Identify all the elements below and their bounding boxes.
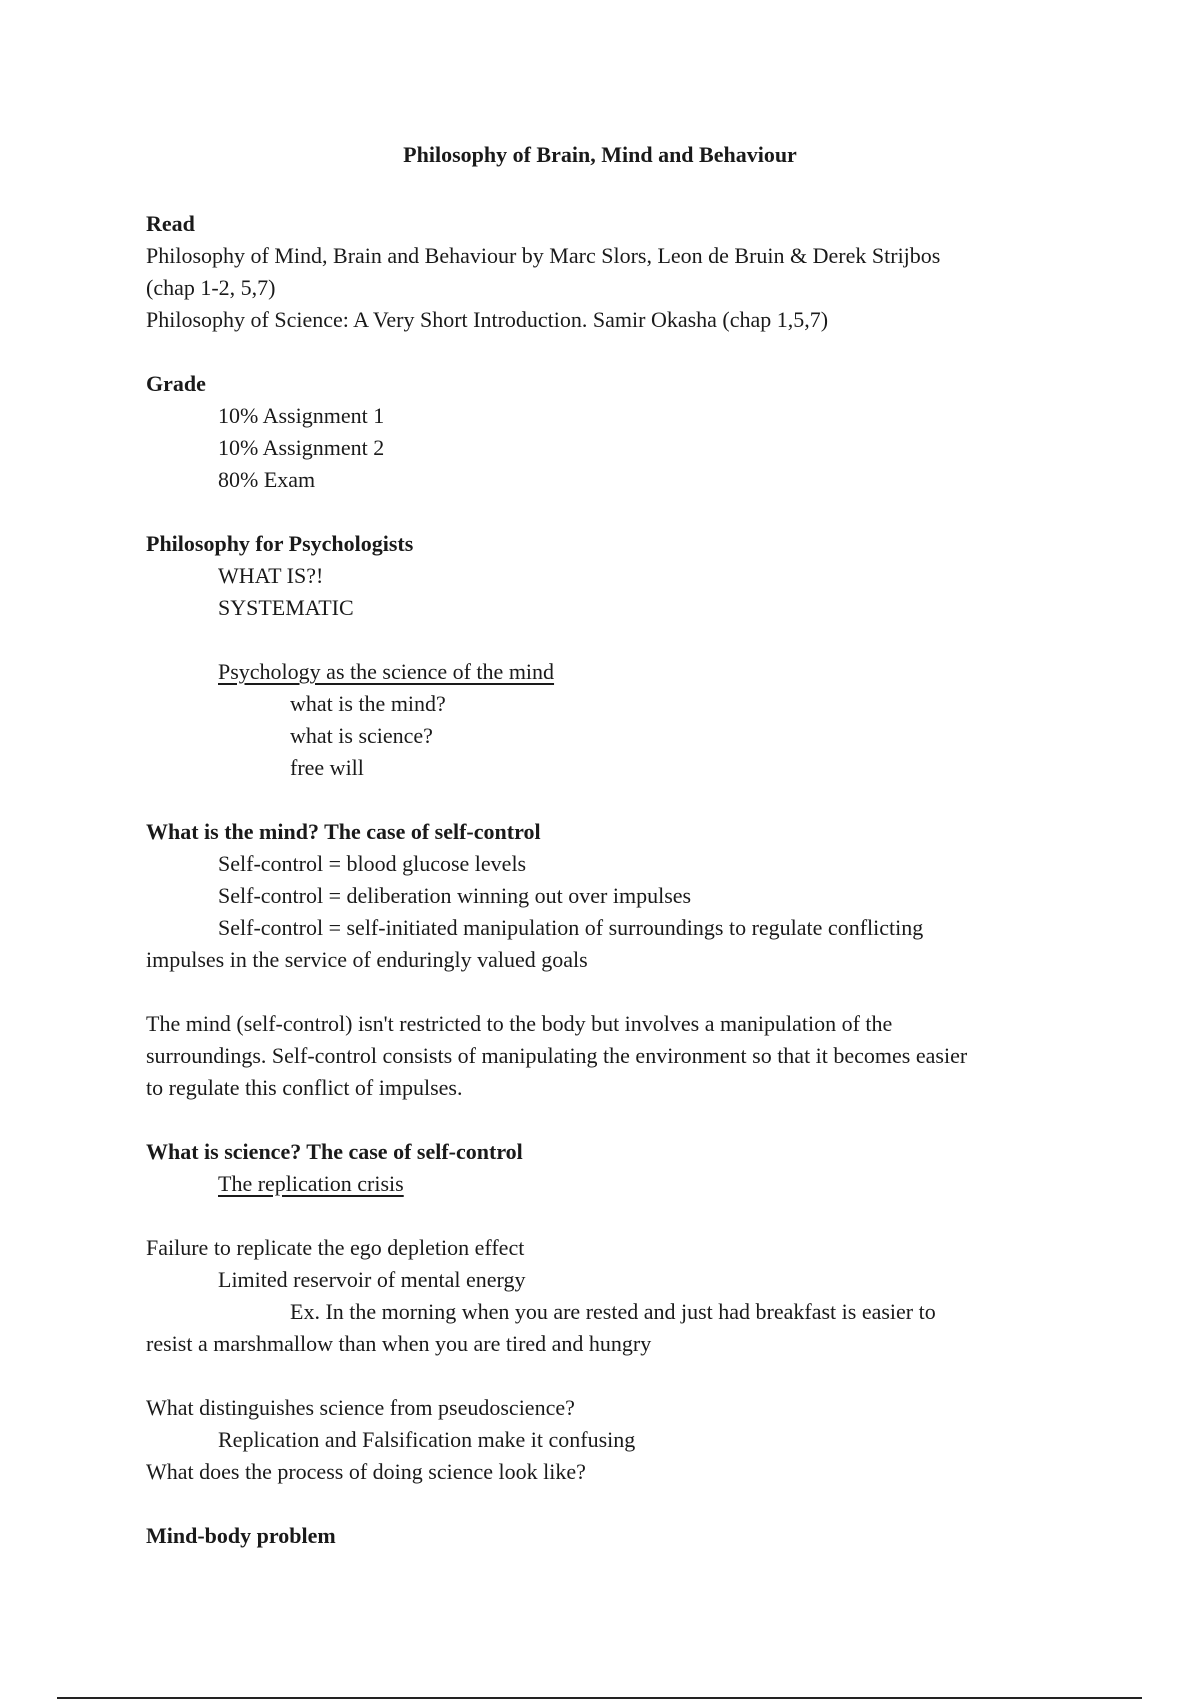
read-book1-line1: Philosophy of Mind, Brain and Behaviour by Marc Slors, Leon de Bruin & Derek Strijbos	[146, 243, 941, 268]
philosophy-psychologists-item: SYSTEMATIC	[218, 595, 354, 620]
marshmallow-example-line2: resist a marshmallow than when you are tired and hungry	[146, 1331, 652, 1356]
document-body	[146, 208, 1066, 1552]
science-pseudoscience-question: What distinguishes science from pseudoscience?	[146, 1395, 575, 1420]
grade-item: 80% Exam	[218, 467, 316, 492]
grade-item: 10% Assignment 1	[218, 403, 385, 428]
self-control-definition: Self-control = deliberation winning out over impulses	[218, 883, 692, 908]
replication-crisis-subheading: The replication crisis	[218, 1171, 404, 1196]
mind-body-heading: Mind-body problem	[146, 1523, 336, 1548]
science-self-control-heading: What is science? The case of self-control	[146, 1139, 523, 1164]
self-control-definition: Self-control = blood glucose levels	[218, 851, 527, 876]
mind-paragraph-line: surroundings. Self-control consists of manipulating the environment so that it becomes easier	[146, 1043, 968, 1068]
psychology-science-subitem: what is the mind?	[290, 691, 446, 716]
grade-item: 10% Assignment 2	[218, 435, 385, 460]
marshmallow-example-line1: Ex. In the morning when you are rested and just had breakfast is easier to	[290, 1299, 936, 1324]
footer-divider	[57, 1697, 1142, 1699]
self-control-definition-continuation: impulses in the service of enduringly valued goals	[146, 947, 588, 972]
read-book1-line2: (chap 1-2, 5,7)	[146, 275, 276, 300]
philosophy-psychologists-heading: Philosophy for Psychologists	[146, 531, 414, 556]
ego-depletion-failure: Failure to replicate the ego depletion effect	[146, 1235, 525, 1260]
document-title: Philosophy of Brain, Mind and Behaviour	[403, 142, 797, 167]
mind-paragraph-line: The mind (self-control) isn't restricted to the body but involves a manipulation of the	[146, 1011, 893, 1036]
psychology-science-subheading: Psychology as the science of the mind	[218, 659, 555, 684]
science-process-question: What does the process of doing science look like?	[146, 1459, 586, 1484]
psychology-science-subitem: what is science?	[290, 723, 433, 748]
read-book2: Philosophy of Science: A Very Short Introduction. Samir Okasha (chap 1,5,7)	[146, 307, 829, 332]
replication-falsification-answer: Replication and Falsification make it confusing	[218, 1427, 636, 1452]
mind-self-control-heading: What is the mind? The case of self-control	[146, 819, 541, 844]
mind-paragraph-line: to regulate this conflict of impulses.	[146, 1075, 463, 1100]
read-heading: Read	[146, 211, 195, 236]
psychology-science-subitem: free will	[290, 755, 364, 780]
grade-heading: Grade	[146, 371, 206, 396]
self-control-definition: Self-control = self-initiated manipulation of surroundings to regulate conflicting	[218, 915, 924, 940]
mental-energy-reservoir: Limited reservoir of mental energy	[218, 1267, 526, 1292]
philosophy-psychologists-item: WHAT IS?!	[218, 563, 324, 588]
